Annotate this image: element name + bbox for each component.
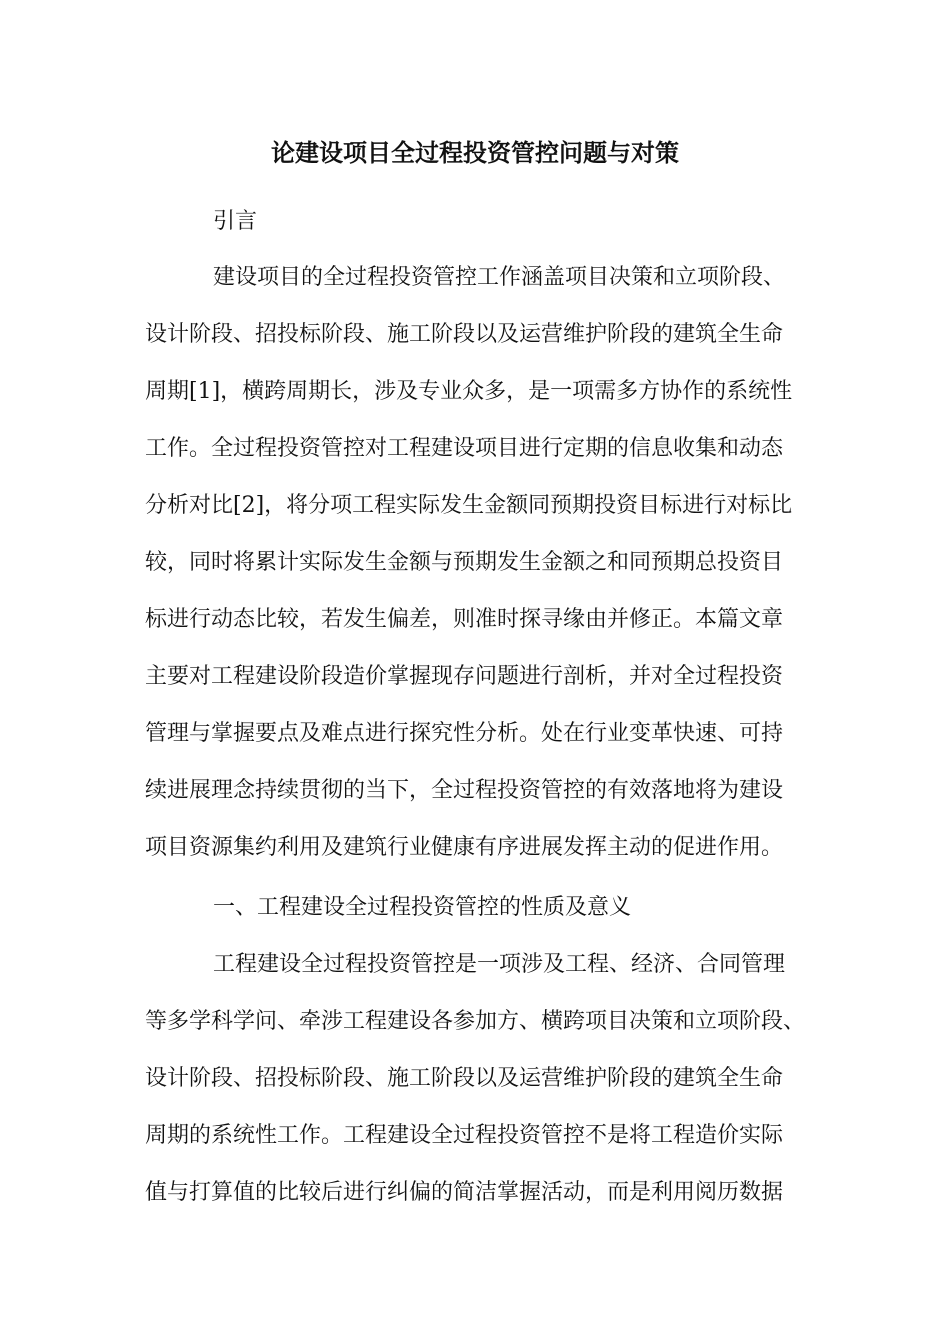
paragraph-line: 设计阶段、招投标阶段、施工阶段以及运营维护阶段的建筑全生命 — [145, 1066, 784, 1091]
paragraph-line: 周期的系统性工作。工程建设全过程投资管控不是将工程造价实际 — [145, 1123, 784, 1148]
paragraph-line: 续进展理念持续贯彻的当下，全过程投资管控的有效落地将为建设 — [145, 778, 784, 803]
paragraph-line: 项目资源集约利用及建筑行业健康有序进展发挥主动的促进作用。 — [145, 835, 784, 860]
paragraph-line: 标进行动态比较，若发生偏差，则准时探寻缘由并修正。本篇文章 — [145, 607, 784, 632]
paragraph-line: 工作。全过程投资管控对工程建设项目进行定期的信息收集和动态 — [145, 436, 784, 461]
paragraph-line: 主要对工程建设阶段造价掌握现存问题进行剖析，并对全过程投资 — [145, 664, 784, 689]
paragraph-line: 设计阶段、招投标阶段、施工阶段以及运营维护阶段的建筑全生命 — [145, 322, 784, 347]
section-heading-intro: 引言 — [213, 209, 258, 234]
paragraph-line: 分析对比[2]，将分项工程实际发生金额同预期投资目标进行对标比 — [145, 493, 793, 518]
paragraph-line: 工程建设全过程投资管控是一项涉及工程、经济、合同管理 — [213, 952, 786, 977]
paragraph-line: 建设项目的全过程投资管控工作涵盖项目决策和立项阶段、 — [213, 265, 786, 290]
section-heading-1: 一、工程建设全过程投资管控的性质及意义 — [213, 895, 632, 920]
document-title: 论建设项目全过程投资管控问题与对策 — [271, 138, 679, 167]
paragraph-line: 较，同时将累计实际发生金额与预期发生金额之和同预期总投资目 — [145, 550, 784, 575]
paragraph-line: 等多学科学问、牵涉工程建设各参加方、横跨项目决策和立项阶段、 — [145, 1009, 806, 1034]
paragraph-line: 值与打算值的比较后进行纠偏的简洁掌握活动，而是利用阅历数据 — [145, 1180, 784, 1205]
paragraph-line: 管理与掌握要点及难点进行探究性分析。处在行业变革快速、可持 — [145, 721, 784, 746]
paragraph-line: 周期[1]，横跨周期长，涉及专业众多，是一项需多方协作的系统性 — [145, 379, 793, 404]
